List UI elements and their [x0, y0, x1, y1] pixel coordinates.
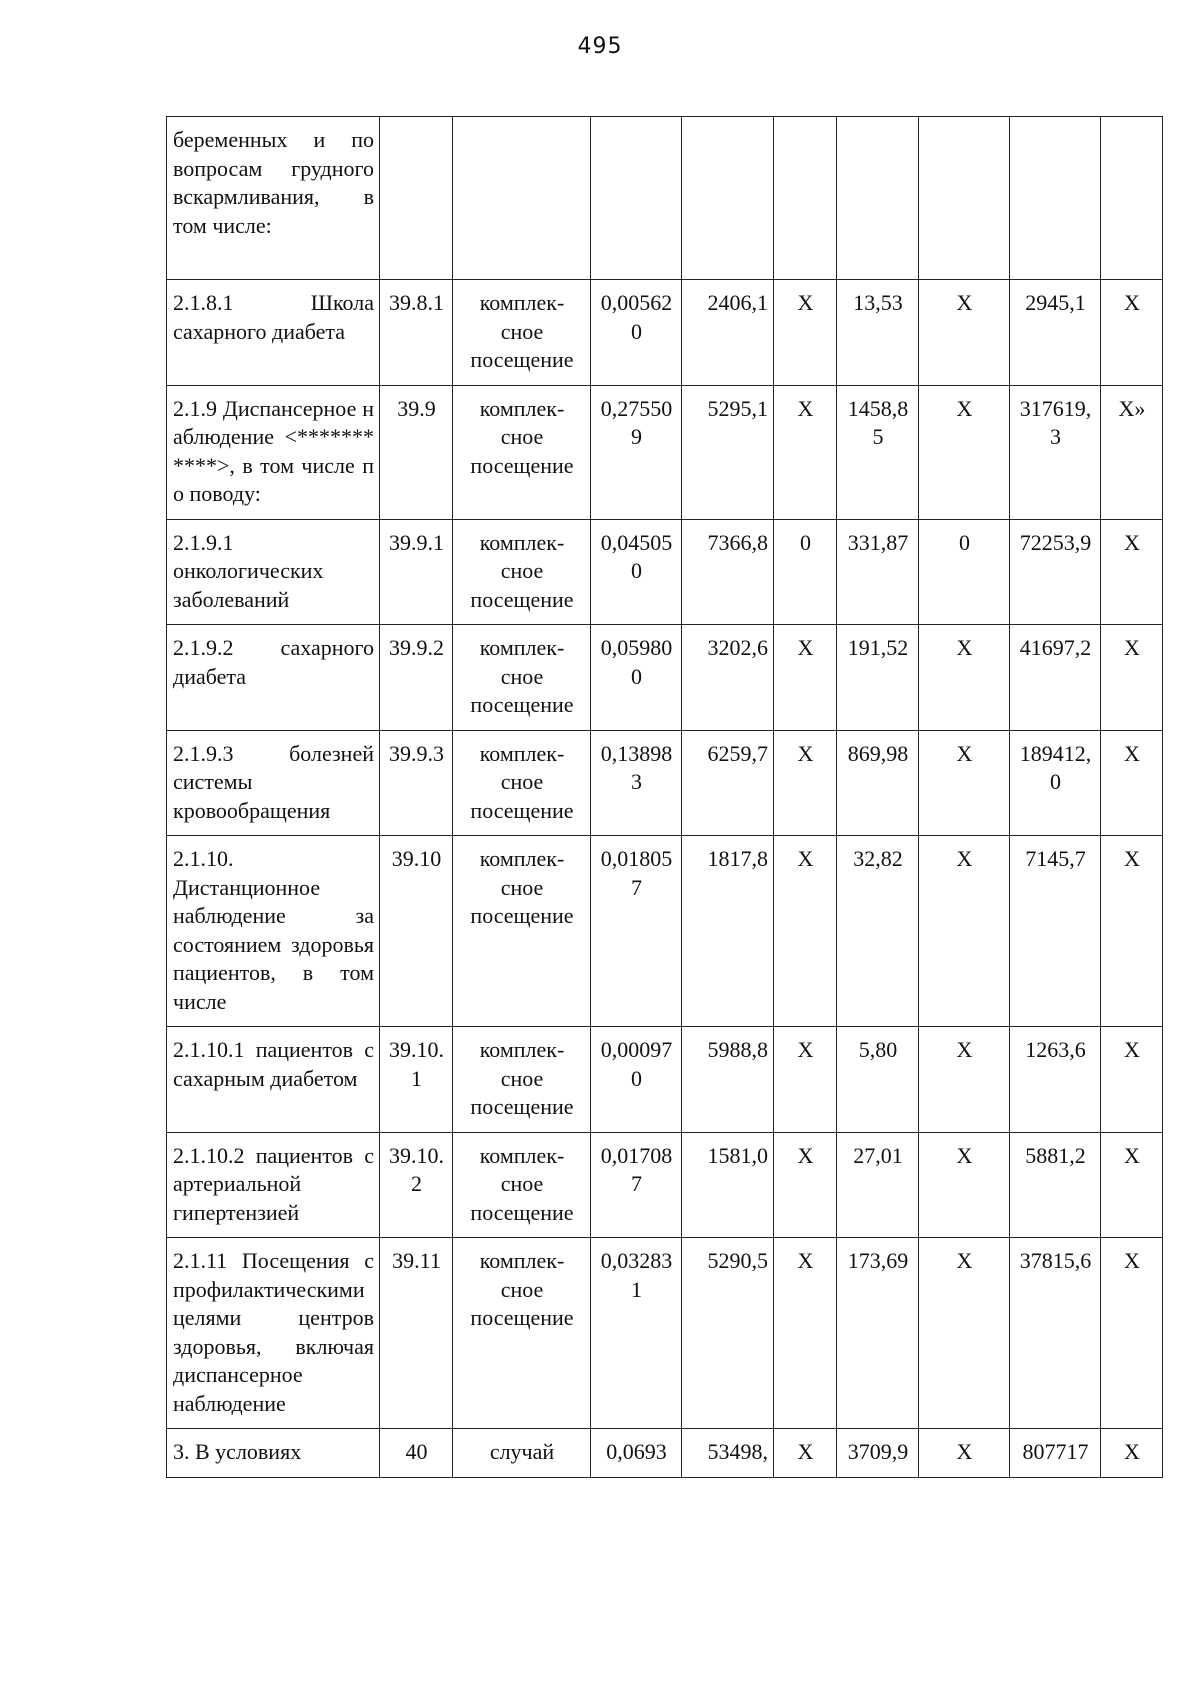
row-col8-cell: 0 [919, 519, 1010, 625]
row-col7-cell: 869,98 [837, 730, 919, 836]
row-name-cell: 2.1.9 Диспансерное наблюдение <***********>, в том числе по поводу: [167, 385, 380, 519]
row-col8-cell: X [919, 625, 1010, 731]
table-row [167, 1132, 1163, 1238]
row-norm-cell: 0,000970 [591, 1027, 682, 1133]
row-col6-cell: X [774, 1429, 837, 1478]
row-col7-cell [837, 117, 919, 280]
page-number: 495 [577, 34, 623, 59]
row-col9-cell: 7145,7 [1010, 836, 1101, 1027]
row-unit-cell: комплек-сное посещение [453, 519, 591, 625]
row-unit-cell: комплек-сное посещение [453, 280, 591, 386]
row-norm-cell: 0,059800 [591, 625, 682, 731]
row-unit-cell: комплек-сное посещение [453, 1132, 591, 1238]
table-row [167, 117, 1163, 280]
row-norm-cell: 0,275509 [591, 385, 682, 519]
row-name-cell: 2.1.8.1 Школа сахарного диабета [167, 280, 380, 386]
row-col7-cell: 191,52 [837, 625, 919, 731]
row-col9-cell: 72253,9 [1010, 519, 1101, 625]
table-row [167, 385, 1163, 519]
row-col10-cell: X [1101, 730, 1163, 836]
row-col9-cell: 2945,1 [1010, 280, 1101, 386]
row-col6-cell [774, 117, 837, 280]
row-col10-cell: X [1101, 625, 1163, 731]
table-row [167, 1429, 1163, 1478]
row-col8-cell: X [919, 1132, 1010, 1238]
row-col8-cell: X [919, 730, 1010, 836]
row-cost-cell: 6259,7 [682, 730, 774, 836]
row-col6-cell: X [774, 1238, 837, 1429]
table-row [167, 519, 1163, 625]
row-cost-cell: 2406,1 [682, 280, 774, 386]
row-cost-cell: 1817,8 [682, 836, 774, 1027]
row-col7-cell: 331,87 [837, 519, 919, 625]
row-norm-cell: 0,005620 [591, 280, 682, 386]
row-col7-cell: 5,80 [837, 1027, 919, 1133]
row-col8-cell: X [919, 385, 1010, 519]
row-col8-cell [919, 117, 1010, 280]
row-name-cell: беременных и по вопросам грудного вскармливания, в том числе: [167, 117, 380, 280]
row-col7-cell: 13,53 [837, 280, 919, 386]
row-unit-cell: комплек-сное посещение [453, 1027, 591, 1133]
row-col8-cell: X [919, 1027, 1010, 1133]
row-name-cell: 2.1.11 Посещения с профилактическими целями центров здоровья, включая диспансерное наблюдение [167, 1238, 380, 1429]
row-name-cell: 3. В условиях [167, 1429, 380, 1478]
table-body [167, 117, 1163, 1478]
row-col9-cell: 189412,0 [1010, 730, 1101, 836]
row-norm-cell: 0,017087 [591, 1132, 682, 1238]
row-col10-cell: X [1101, 519, 1163, 625]
row-col10-cell: X [1101, 836, 1163, 1027]
row-col9-cell: 5881,2 [1010, 1132, 1101, 1238]
row-col6-cell: X [774, 625, 837, 731]
row-code-cell: 40 [380, 1429, 453, 1478]
table-row [167, 625, 1163, 731]
row-cost-cell: 5988,8 [682, 1027, 774, 1133]
row-unit-cell: комплек-сное посещение [453, 385, 591, 519]
row-code-cell: 39.10.1 [380, 1027, 453, 1133]
row-unit-cell: комплек-сное посещение [453, 730, 591, 836]
row-col8-cell: X [919, 280, 1010, 386]
row-col6-cell: X [774, 730, 837, 836]
row-unit-cell: случай [453, 1429, 591, 1478]
row-code-cell: 39.10.2 [380, 1132, 453, 1238]
row-col9-cell: 1263,6 [1010, 1027, 1101, 1133]
table-row [167, 1027, 1163, 1133]
row-col10-cell: X [1101, 1132, 1163, 1238]
row-code-cell: 39.9.2 [380, 625, 453, 731]
row-col9-cell: 317619,3 [1010, 385, 1101, 519]
table-row [167, 730, 1163, 836]
row-cost-cell: 7366,8 [682, 519, 774, 625]
row-col6-cell: X [774, 280, 837, 386]
row-cost-cell [682, 117, 774, 280]
row-name-cell: 2.1.9.3 болезней системы кровообращения [167, 730, 380, 836]
row-col7-cell: 3709,9 [837, 1429, 919, 1478]
data-table [166, 116, 1163, 1478]
row-col6-cell: X [774, 385, 837, 519]
row-norm-cell: 0,032831 [591, 1238, 682, 1429]
row-unit-cell [453, 117, 591, 280]
row-name-cell: 2.1.9.2 сахарного диабета [167, 625, 380, 731]
row-unit-cell: комплек-сное посещение [453, 625, 591, 731]
row-code-cell: 39.11 [380, 1238, 453, 1429]
row-unit-cell: комплек-сное посещение [453, 1238, 591, 1429]
table-row [167, 280, 1163, 386]
row-col7-cell: 173,69 [837, 1238, 919, 1429]
row-cost-cell: 5290,5 [682, 1238, 774, 1429]
row-code-cell: 39.9.3 [380, 730, 453, 836]
table-row [167, 836, 1163, 1027]
row-code-cell: 39.9.1 [380, 519, 453, 625]
row-name-cell: 2.1.10. Дистанционное наблюдение за состоянием здоровья пациентов, в том числе [167, 836, 380, 1027]
row-col10-cell: X [1101, 1238, 1163, 1429]
row-col6-cell: X [774, 836, 837, 1027]
row-cost-cell: 1581,0 [682, 1132, 774, 1238]
row-unit-cell: комплек-сное посещение [453, 836, 591, 1027]
row-col9-cell [1010, 117, 1101, 280]
row-cost-cell: 53498, [682, 1429, 774, 1478]
row-col8-cell: X [919, 836, 1010, 1027]
row-col9-cell: 37815,6 [1010, 1238, 1101, 1429]
row-col9-cell: 807717 [1010, 1429, 1101, 1478]
row-norm-cell: 0,018057 [591, 836, 682, 1027]
row-col10-cell [1101, 117, 1163, 280]
row-name-cell: 2.1.10.2 пациентов с артериальной гипертензией [167, 1132, 380, 1238]
row-col6-cell: X [774, 1132, 837, 1238]
row-col8-cell: X [919, 1238, 1010, 1429]
row-name-cell: 2.1.9.1 онкологических заболеваний [167, 519, 380, 625]
row-col6-cell: X [774, 1027, 837, 1133]
row-col10-cell: X [1101, 1027, 1163, 1133]
row-name-cell: 2.1.10.1 пациентов с сахарным диабетом [167, 1027, 380, 1133]
row-col6-cell: 0 [774, 519, 837, 625]
row-col10-cell: X [1101, 280, 1163, 386]
row-col7-cell: 27,01 [837, 1132, 919, 1238]
row-col7-cell: 1458,85 [837, 385, 919, 519]
row-col8-cell: X [919, 1429, 1010, 1478]
row-norm-cell: 0,138983 [591, 730, 682, 836]
row-code-cell: 39.9 [380, 385, 453, 519]
row-norm-cell: 0,0693 [591, 1429, 682, 1478]
row-code-cell: 39.8.1 [380, 280, 453, 386]
row-cost-cell: 5295,1 [682, 385, 774, 519]
row-norm-cell [591, 117, 682, 280]
row-col10-cell: X [1101, 1429, 1163, 1478]
row-col7-cell: 32,82 [837, 836, 919, 1027]
row-col9-cell: 41697,2 [1010, 625, 1101, 731]
row-code-cell [380, 117, 453, 280]
row-norm-cell: 0,045050 [591, 519, 682, 625]
row-col10-cell: X» [1101, 385, 1163, 519]
row-cost-cell: 3202,6 [682, 625, 774, 731]
row-code-cell: 39.10 [380, 836, 453, 1027]
table-row [167, 1238, 1163, 1429]
